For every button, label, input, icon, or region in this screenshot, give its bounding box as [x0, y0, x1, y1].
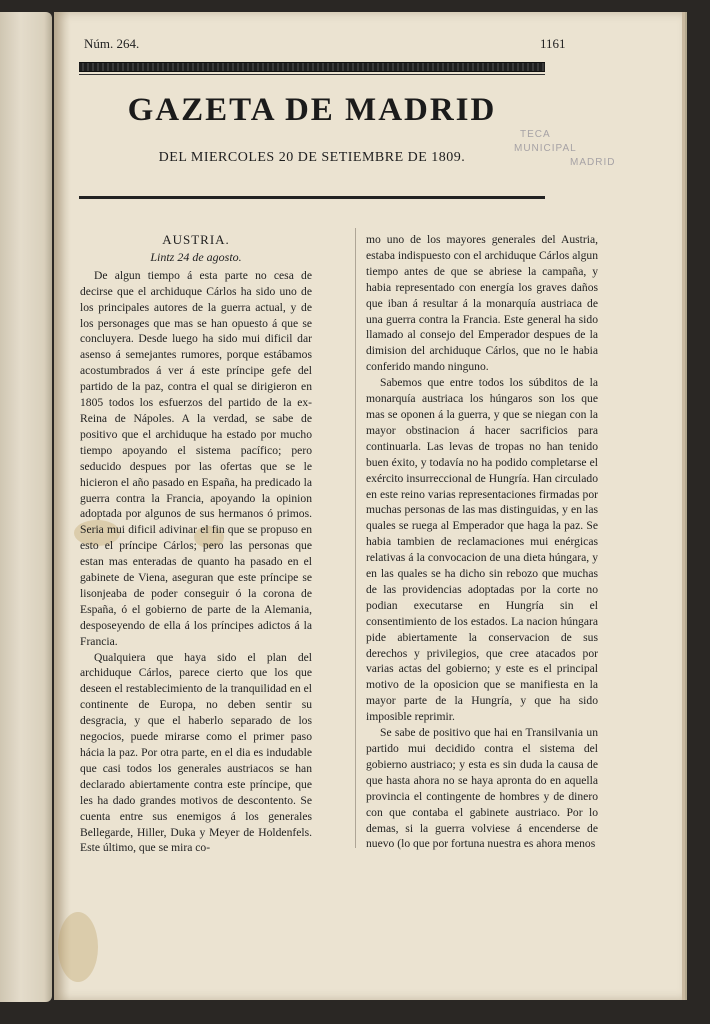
- dateline: DEL MIERCOLES 20 DE SETIEMBRE DE 1809.: [158, 150, 466, 165]
- masthead-title: GAZETA DE MADRID: [127, 92, 497, 128]
- paragraph: De algun tiempo á esta parte no cesa de decirse que el archiduque Cárlos ha sido uno de los principales autores de la guerra actual, y de los personages que mas se han opuesto á que se concluyera. Desde luego ha sido mui dificil dar asenso á semejantes rumores, porque estábamos acostumbrados á ver á este príncipe gefe del partido de la paz, contra el qual se dirigieron en 1805 todos los esfuerzos del partido de la ex-Reina de Nápoles. A la verdad, se sabe de positivo que el archiduque ha estado por mucho tiempo apoyando el sistema pacífico; pero seducido despues por las ofertas que se le hicieron el año pasado en España, ha predicado la guerra contra la Francia, apoyando la opinion adoptada por algunos de sus hermanos ó primos. Seria mui dificil adivinar el fin que se propuso en esto el príncipe Cárlos; pero las personas que estan mas enteradas de quanto ha pasado en el gabinete de Viena, aseguran que este príncipe se lisonjeaba de poder conseguir ó la corona de España, ó el gobierno de parte de la Alemania, desposeyendo de ella á los príncipes adictos á la Francia.: [80, 268, 312, 648]
- stamp-line: MADRID: [570, 157, 616, 168]
- issue-number: Núm. 264.: [84, 36, 140, 51]
- top-ornamental-rule: [79, 62, 545, 72]
- page-number: 1161: [540, 36, 566, 51]
- place-date: Lintz 24 de agosto.: [150, 249, 242, 264]
- left-column: [80, 232, 312, 856]
- header-divider-rule: [79, 196, 545, 199]
- paragraph: Sabemos que entre todos los súbditos de la monarquía austriaca los húngaros son los que mas se oponen á la guerra, y que se niegan con la mayor obstinacion á hacer sacrificios para continuarla. Las levas de tropas no han tenido buen éxito, y todavía no ha podido completarse el exército insurreccional de Hungría. Han circulado en este reino varias representaciones firmadas por muchas personas de las mas distinguidas, y en las quales se ruega al Emperador que haga la paz. Se habia tambien de reclamaciones mui enérgicas relativas á la convocacion de una dieta húngara, y en las quales se ha dicho sin rebozo que muchas de las providencias adoptadas por la corte no podian executarse en Hungría sin el consentimiento de los estados. La nacion húngara pide abiertamente la conservacion de sus derechos y privilegios, que cree atacados por varias actas del gobierno; y este es el principal motivo de la oposicion que se manifiesta en la mayor parte de la Hungría, y que ha sido imposible reprimir.: [366, 376, 598, 724]
- column-divider: [355, 228, 356, 848]
- library-stamp: [514, 128, 634, 192]
- paragraph: Qualquiera que haya sido el plan del archiduque Cárlos, parece cierto que los que deseen el restablecimiento de la tranquilidad en el continente de Europa, no deben sentir su desgracia, y que el haberlo separado de los negocios, puede mirarse como el primer paso hácia la paz. Por otra parte, en el dia es indudable que casi todos los generales austriacos se han declarado abiertamente contra este príncipe, que les ha dado grandes motivos de descontento. Se cuenta entre sus enemigos á los generales Bellegarde, Hiller, Duka y Meyer de Holdenfels. Este último, que se mira co-: [80, 650, 312, 855]
- paper-stain: [58, 912, 98, 982]
- section-title: AUSTRIA.: [162, 232, 230, 247]
- facing-page-edge: [0, 12, 52, 1002]
- paragraph: mo uno de los mayores generales del Austria, estaba indispuesto con el archiduque Cárlos algun tiempo antes de que se abriese la campaña, y habia representado con energía los graves daños que iban á resultar á la monarquía austriaca de una guerra contra la Francia. Este general ha sido llamado al consejo del Emperador despues de la dimision del archiduque Cárlos, que no le habia conferido mando ninguno.: [366, 233, 598, 374]
- paragraph: Se sabe de positivo que hai en Transilvania un partido mui decidido contra el sistema del gobierno austriaco; y esta es sin duda la causa de que hasta ahora no se haya apronta do en aquella provincia el contingente de hombres y de dinero con que contaba el gabinete austriaco. Por lo demas, si la guerra volviese á encenderse de nuevo (lo que por fortuna nuestra es ahora menos: [366, 726, 598, 851]
- top-thin-rule: [79, 74, 545, 75]
- stamp-line: MUNICIPAL: [514, 143, 577, 154]
- right-column: [366, 232, 598, 852]
- stamp-line: TECA: [520, 129, 551, 140]
